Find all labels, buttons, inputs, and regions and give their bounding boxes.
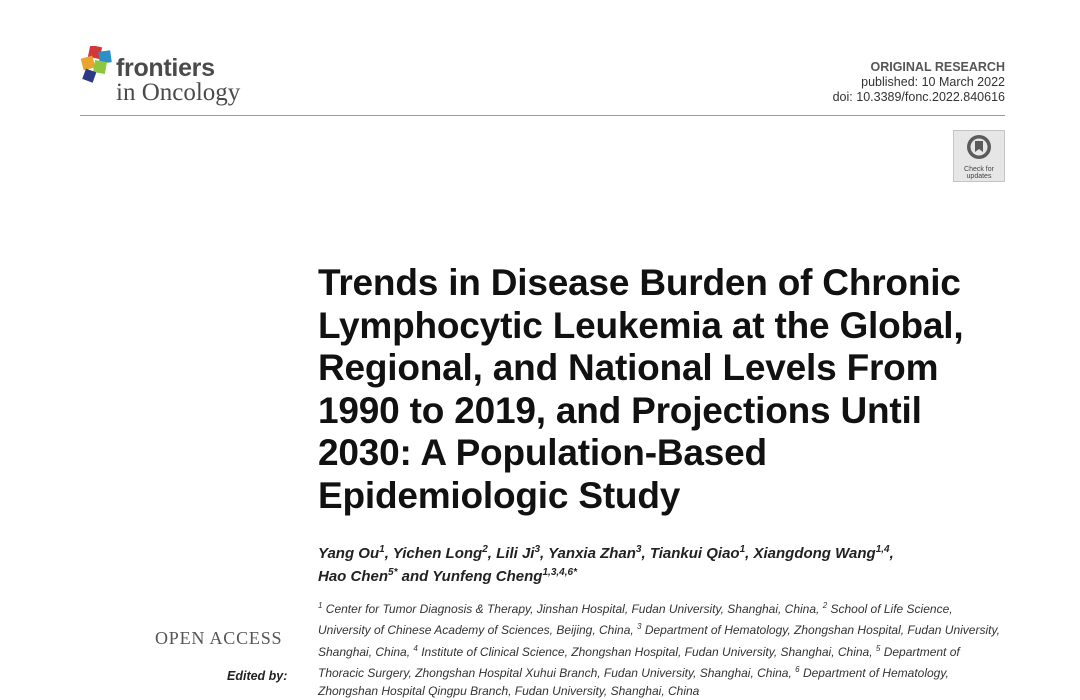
author-name[interactable]: Yunfeng Cheng xyxy=(432,568,543,585)
author-name[interactable]: Lili Ji xyxy=(496,545,535,562)
author-name[interactable]: Yang Ou xyxy=(318,545,380,562)
affiliation-marker: 6 xyxy=(795,664,800,674)
affiliation-text: Department of Hematology, Zhongshan Hospital Qingpu Branch, Fudan University, Shanghai, China xyxy=(318,665,949,699)
crossmark-icon xyxy=(966,134,992,160)
published-date: published: 10 March 2022 xyxy=(861,75,1005,89)
author-separator: and xyxy=(397,568,433,585)
check-for-updates-button[interactable] xyxy=(953,130,1005,182)
affiliation-marker: 4 xyxy=(413,643,418,653)
doi[interactable]: doi: 10.3389/fonc.2022.840616 xyxy=(832,90,1005,104)
affiliation-text: School of Life Science, University of Chinese Academy of Sciences, Beijing, China, xyxy=(318,602,953,638)
affiliation-text: Center for Tumor Diagnosis & Therapy, Jinshan Hospital, Fudan University, Shanghai, China, xyxy=(325,602,823,616)
author-separator: , xyxy=(745,545,754,562)
logo-frontiers-text: frontiers xyxy=(116,54,215,82)
author-affiliation-marker: 5* xyxy=(388,567,398,578)
author-separator: , xyxy=(487,545,497,562)
author-affiliation-marker: 3 xyxy=(635,544,642,555)
author-affiliation-marker: 3 xyxy=(534,544,541,555)
author-affiliation-marker: 1 xyxy=(739,544,746,555)
author-name[interactable]: Xiangdong Wang xyxy=(753,545,876,562)
open-access-label: OPEN ACCESS xyxy=(155,628,283,648)
author-affiliation-marker: 1,3,4,6* xyxy=(542,567,577,578)
affiliation-marker: 3 xyxy=(637,622,642,632)
affiliation-text: Department of Thoracic Surgery, Zhongshan Hospital Xuhui Branch, Fudan University, Shanghai, China, xyxy=(318,644,960,680)
header-divider xyxy=(80,115,1005,116)
author-affiliation-marker: 2 xyxy=(482,544,488,555)
author-separator: , xyxy=(540,545,549,562)
journal-logo[interactable] xyxy=(80,44,280,108)
author-name[interactable]: Yanxia Zhan xyxy=(548,545,636,562)
logo-journal-name: in Oncology xyxy=(116,79,241,106)
affiliations xyxy=(318,597,1008,700)
author-separator: , xyxy=(889,545,894,562)
edited-by-label: Edited by: xyxy=(227,669,288,683)
author-name[interactable]: Yichen Long xyxy=(392,545,483,562)
affiliation-marker: 5 xyxy=(875,643,881,653)
author-separator: , xyxy=(384,545,393,562)
author-separator: , xyxy=(641,545,650,562)
author-affiliation-marker: 1 xyxy=(379,544,385,555)
article-meta xyxy=(833,60,1005,105)
article-type: ORIGINAL RESEARCH xyxy=(870,60,1005,74)
affiliation-marker: 2 xyxy=(822,601,828,610)
author-name[interactable]: Hao Chen xyxy=(318,568,389,585)
author-list xyxy=(318,540,1018,586)
affiliation-text: Department of Hematology, Zhongshan Hospital, Fudan University, Shanghai, China, xyxy=(318,623,1000,659)
affiliation-text: Institute of Clinical Science, Zhongshan Hospital, Fudan University, Shanghai, China, xyxy=(421,644,876,659)
article-title: Trends in Disease Burden of Chronic Lymphocytic Leukemia at the Global, Regional, and National Levels From 1990 to 2019, and Projections Until 2030: A Population-Based Epidemiologic Study xyxy=(318,262,964,516)
author-name[interactable]: Tiankui Qiao xyxy=(649,545,740,562)
affiliation-marker: 1 xyxy=(318,601,323,610)
check-for-updates-label: Check for updates xyxy=(964,166,994,180)
author-affiliation-marker: 1,4 xyxy=(875,544,890,555)
frontiers-logo-icon xyxy=(80,46,114,84)
